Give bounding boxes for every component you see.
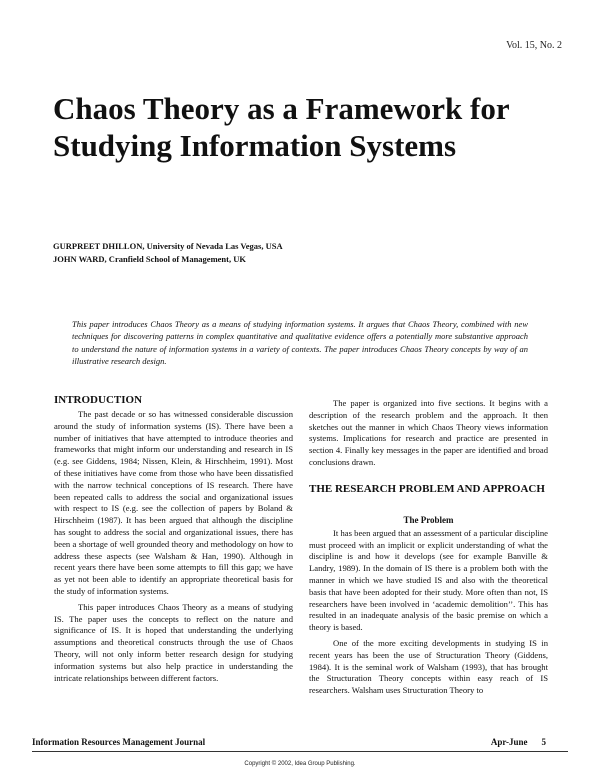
journal-name: Information Resources Management Journal: [32, 737, 206, 747]
right-column: [309, 394, 548, 701]
volume-number: Vol. 15, No. 2: [506, 40, 562, 51]
left-column: [54, 394, 293, 688]
subsection-heading-problem: The Problem: [403, 514, 454, 525]
body-paragraph: The paper is organized into five sections. It begins with a description of the research problem and the approach. It then sketches out the manner in which Chaos Theory views information systems. Implications for research and practice are presented in section 4. Finally key messages in the paper are identified and broad conclusions drawn.: [309, 398, 548, 467]
abstract: This paper introduces Chaos Theory as a means of studying information systems. It argues that Chaos Theory, combined with new techniques for discovering patterns in complex quantitative and qualitative evidence offers a potentially more substantive approach to understand the nature of information systems in a variety of contexts. The paper introduces Chaos Theory concepts by way of an illustrative research design.: [72, 319, 528, 367]
copyright-notice: Copyright © 2002, Idea Group Publishing.: [244, 761, 356, 767]
author-line: JOHN WARD, Cranfield School of Management, UK: [53, 254, 246, 264]
body-paragraph: This paper introduces Chaos Theory as a means of studying IS. The paper uses the concepts to reflect on the nature and significance of IS. It is hoped that understanding the underlying assumptions and theoretical constructs through the use of Chaos Theory, will not only inform better research design for studying information systems but also help practice in understanding the intricate relationships between different factors.: [54, 601, 293, 683]
section-heading-research-problem: THE RESEARCH PROBLEM AND APPROACH: [309, 482, 545, 495]
footer-divider: [32, 751, 568, 752]
paper-title: Chaos Theory as a Framework for Studying Information Systems: [53, 91, 510, 163]
author-list: [53, 240, 283, 266]
page-info: [491, 737, 546, 747]
section-heading-introduction: INTRODUCTION: [54, 394, 143, 406]
body-paragraph: One of the more exciting developments in studying IS in recent years has been the use of Structuration Theory (Giddens, 1984). It is the seminal work of Walsham (1993), that has brought the Structuration Theory concepts within easy reach of IS researchers. Walsham uses Structuration Theory to: [309, 637, 548, 696]
author-line: GURPREET DHILLON, University of Nevada Las Vegas, USA: [53, 241, 283, 251]
body-paragraph: It has been argued that an assessment of a particular discipline must proceed with an implicit or explicit understanding of what the discipline is and how it develops (see for example Banville & Landry, 1989). In the domain of IS there is a problem both with the manner in which we have studied IS and also with the theoretical basis that have been adopted for their study. More often than not, IS researchers have been involved in ‘academic demolition’’. This has resulted in an inadequate analysis of the basic premise on which a theory is based.: [309, 527, 548, 633]
body-paragraph: The past decade or so has witnessed considerable discussion around the study of information systems (IS). There have been a number of initiatives that have attempted to introduce theories and frameworks that might inform our understanding and research in IS (e.g. see Giddens, 1984; Nissen, Klein, & Hirschheim, 1991). Most of these initiatives have come from those who have been dissatisfied with the narrow technical conceptions of IS research. There have been repeated calls to address the social and organizational issues with respect to IS (e.g. see the collection of papers by Boland & Hirschheim (1987). It has been argued that although the discipline has sought to address the social and organizational issues, there has been a shortage of well grounded theory and methodology on how to address these aspects (see Walsham & Han, 1990). Although in recent years there have been some attempts to fill this gap; we have as yet not been able to identify an appropriate theoretical basis for the study of information systems.: [54, 409, 293, 596]
page-number: 5: [541, 737, 546, 747]
issue-date: Apr-June: [490, 737, 528, 747]
